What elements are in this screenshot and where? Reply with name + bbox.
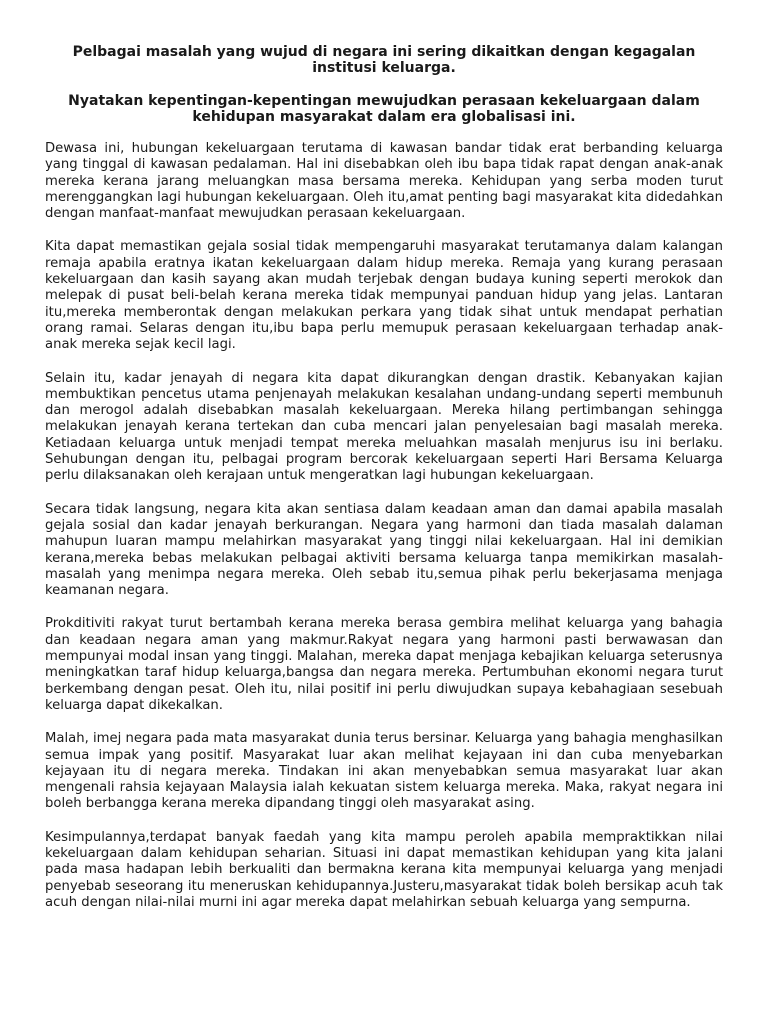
paragraph-point-5: Malah, imej negara pada mata masyarakat dunia terus bersinar. Keluarga yang bahagia menghasilkan semua impak yang positif. Masyarakat luar akan melihat kejayaan ini dan cuba menyebarkan kejayaan itu di negara mereka. Tindakan ini akan menyebabkan semua masyarakat luar akan mengenali rahsia kejayaan Malaysia ialah kekuatan sistem keluarga mereka. Maka, rakyat negara ini boleh berbangga kerana mereka dipandang tinggi oleh masyarakat asing.	[45, 731, 723, 812]
paragraph-point-3: Secara tidak langsung, negara kita akan sentiasa dalam keadaan aman dan damai apabila masalah gejala sosial dan kadar jenayah berkurangan. Negara yang harmoni dan tiada masalah dalaman mahupun luaran mampu melahirkan masyarakat yang tinggi nilai kekeluargaan. Hal ini demikian kerana,mereka bebas melakukan pelbagai aktiviti bersama keluarga tanpa memikirkan masalah-masalah yang menimpa negara mereka. Oleh sebab itu,semua pihak perlu bekerjasama menjaga keamanan negara.	[45, 501, 723, 599]
paragraph-point-1: Kita dapat memastikan gejala sosial tidak mempengaruhi masyarakat terutamanya dalam kalangan remaja apabila eratnya ikatan kekeluargaan dalam hidup mereka. Remaja yang kurang perasaan kekeluargaan dan kasih sayang akan mudah terjebak dengan budaya kuning seperti merokok dan melepak di pusat beli-belah kerana mereka tidak mempunyai panduan hidup yang jelas. Lantaran itu,mereka memberontak dengan melakukan perkara yang tidak sihat untuk mendapat perhatian orang ramai. Selaras dengan itu,ibu bapa perlu memupuk perasaan kekeluargaan terhadap anak-anak mereka sejak kecil lagi.	[45, 239, 723, 353]
paragraph-point-2: Selain itu, kadar jenayah di negara kita dapat dikurangkan dengan drastik. Kebanyakan kajian membuktikan pencetus utama penjenayah melakukan kesalahan undang-undang seperti membunuh dan merogol adalah disebabkan masalah kekeluargaan. Mereka hilang pertimbangan sehingga melakukan jenayah kerana tertekan dan cuba mencari jalan penyelesaian bagi masalah mereka. Ketiadaan keluarga untuk menjadi tempat mereka meluahkan masalah menjurus isu ini berlaku. Sehubungan dengan itu, pelbagai program bercorak kekeluargaan seperti Hari Bersama Keluarga perlu dilaksanakan oleh kerajaan untuk mengeratkan lagi hubungan kekeluargaan.	[45, 370, 723, 484]
paragraph-point-4: Prokditiviti rakyat turut bertambah kerana mereka berasa gembira melihat keluarga yang bahagia dan keadaan negara aman yang makmur.Rakyat negara yang harmoni pasti berwawasan dan mempunyai modal insan yang tinggi. Malahan, mereka dapat menjaga kebajikan keluarga seterusnya meningkatkan taraf hidup keluarga,bangsa dan negara mereka. Pertumbuhan ekonomi negara turut berkembang dengan pesat. Oleh itu, nilai positif ini perlu diwujudkan supaya kebahagiaan sesebuah keluarga dapat dikekalkan.	[45, 616, 723, 713]
paragraph-conclusion: Kesimpulannya,terdapat banyak faedah yang kita mampu peroleh apabila mempraktikkan nilai kekeluargaan dalam kehidupan seharian. Situasi ini dapat memastikan kehidupan yang kita jalani pada masa hadapan lebih berkualiti dan bermakna kerana kita mempunyai keluarga yang menjadi penyebab seseorang itu meneruskan kehidupannya.Justeru,masyarakat tidak boleh bersikap acuh tak acuh dengan nilai-nilai murni ini agar mereka dapat melahirkan sebuah keluarga yang sempurna.	[45, 829, 723, 910]
paragraph-introduction: Dewasa ini, hubungan kekeluargaan terutama di kawasan bandar tidak erat berbanding keluarga yang tinggal di kawasan pedalaman. Hal ini disebabkan oleh ibu bapa tidak rapat dengan anak-anak mereka kerana jarang meluangkan masa bersama mereka. Kehidupan yang serba moden turut merenggangkan lagi hubungan kekeluargaan. Oleh itu,amat penting bagi masyarakat kita didedahkan dengan manfaat-manfaat mewujudkan perasaan kekeluargaan.	[45, 141, 723, 222]
essay-heading-topic: Pelbagai masalah yang wujud di negara ini sering dikaitkan dengan kegagalan institusi keluarga.	[72, 44, 696, 76]
essay-page	[45, 44, 723, 928]
essay-heading-question: Nyatakan kepentingan-kepentingan mewujudkan perasaan kekeluargaan dalam kehidupan masyarakat dalam era globalisasi ini.	[68, 93, 700, 125]
